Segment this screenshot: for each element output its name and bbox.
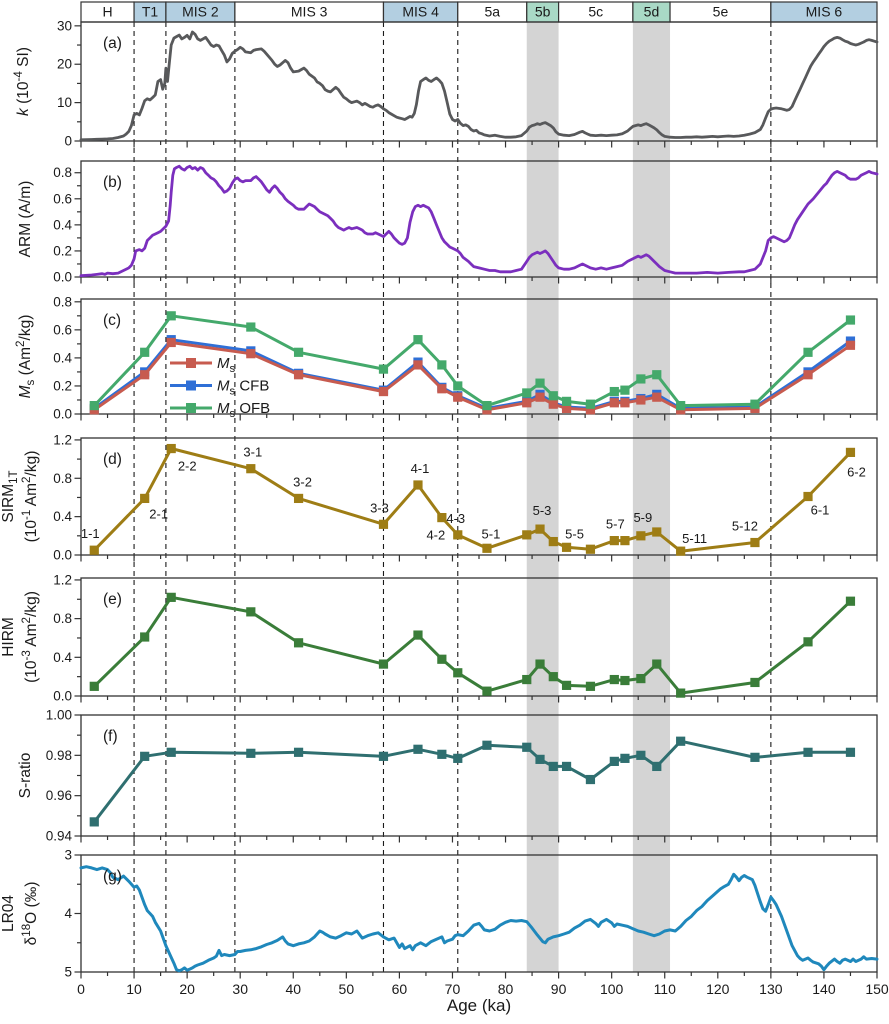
point-label-6-2: 6-2 [847, 464, 866, 480]
data-point-marker [676, 737, 685, 746]
x-tick-label: 40 [285, 981, 302, 997]
panel-b [17, 161, 877, 285]
y-tick-label: 30 [56, 18, 72, 34]
y-tick-label: 3 [64, 847, 72, 863]
point-label-3-2: 3-2 [293, 474, 312, 490]
data-point-marker [562, 543, 571, 552]
y-tick-label: 0.4 [53, 350, 72, 366]
data-point-marker [562, 681, 571, 690]
y-axis-title: ($10^{-1}$ Am$^2$/kg) [20, 450, 40, 543]
series-line-ms-ofb [94, 316, 850, 406]
stage-label: 5a [484, 3, 501, 20]
panel-letter-f: (f) [103, 728, 118, 745]
data-point-marker [413, 360, 422, 369]
panel-e [0, 572, 877, 703]
legend-item [170, 378, 269, 398]
data-point-marker [379, 752, 388, 761]
data-point-marker [620, 754, 629, 763]
y-axis-title: S-ratio [17, 752, 34, 799]
data-point-marker [379, 387, 388, 396]
data-point-marker [620, 398, 629, 407]
panel-frame [81, 715, 877, 836]
panel-frame [81, 299, 877, 414]
data-point-marker [549, 391, 558, 400]
data-point-marker [803, 348, 812, 357]
y-axis-title: ARM (A/m) [17, 180, 34, 258]
data-point-marker [652, 659, 661, 668]
data-point-marker [379, 365, 388, 374]
stage-band [527, 22, 559, 972]
data-point-marker [437, 384, 446, 393]
panel-g [0, 848, 889, 998]
data-point-marker [586, 545, 595, 554]
legend-item [170, 355, 236, 375]
data-point-marker [676, 688, 685, 697]
y-axis-title: k ($10^{-4}$ SI) [12, 47, 32, 116]
x-tick-label: 100 [599, 981, 624, 997]
data-point-marker [620, 536, 629, 545]
x-tick-label: 80 [497, 981, 514, 997]
data-point-marker [482, 544, 491, 553]
data-point-marker [636, 374, 645, 383]
stage-segment-MIS3 [235, 2, 384, 22]
stage-segment-5e [670, 2, 771, 22]
data-point-marker [846, 315, 855, 324]
legend-marker [186, 403, 196, 413]
data-point-marker [294, 494, 303, 503]
stage-label: MIS 3 [290, 3, 328, 20]
panel-letter-a: (a) [103, 35, 122, 52]
data-point-marker [437, 360, 446, 369]
x-tick-label: 140 [812, 981, 836, 997]
stage-segment-MIS6 [771, 2, 877, 22]
data-point-marker [549, 537, 558, 546]
data-point-marker [676, 547, 685, 556]
data-point-marker [167, 338, 176, 347]
stage-segment-5c [559, 2, 633, 22]
stage-label: 5b [534, 3, 551, 20]
y-tick-label: 0.4 [53, 509, 72, 525]
data-point-marker [453, 754, 462, 763]
data-point-marker [846, 448, 855, 457]
data-point-marker [482, 741, 491, 750]
data-point-marker [140, 752, 149, 761]
data-point-marker [167, 593, 176, 602]
data-point-marker [482, 687, 491, 696]
data-point-marker [803, 370, 812, 379]
y-tick-label: 0.6 [53, 191, 72, 207]
data-point-marker [522, 743, 531, 752]
stage-label: MIS 2 [182, 3, 219, 20]
x-axis-title: Age (ka) [446, 996, 512, 1015]
y-tick-label: 0.98 [45, 747, 72, 763]
data-point-marker [610, 398, 619, 407]
y-tick-label: 20 [56, 56, 72, 72]
point-label-4-2: 4-2 [426, 527, 446, 543]
panel-letter-d: (d) [103, 451, 122, 468]
panel-frame [81, 161, 877, 277]
data-point-marker [535, 659, 544, 668]
y-axis-title: LR04 [0, 894, 17, 933]
panel-c [14, 294, 877, 421]
panel-d [0, 432, 877, 562]
y-tick-label: 0 [64, 133, 72, 149]
data-point-marker [846, 341, 855, 350]
data-point-marker [246, 749, 255, 758]
data-point-marker [620, 386, 629, 395]
x-tick-label: 70 [444, 981, 461, 997]
data-point-marker [140, 494, 149, 503]
point-label-5-11: 5-11 [682, 531, 708, 547]
point-label-2-1: 2-1 [149, 506, 169, 522]
y-tick-label: 1.00 [45, 707, 72, 723]
data-point-marker [549, 672, 558, 681]
data-point-marker [90, 682, 99, 691]
data-point-marker [652, 393, 661, 402]
point-label-5-9: 5-9 [633, 509, 653, 525]
data-point-marker [586, 775, 595, 784]
data-point-marker [140, 370, 149, 379]
panel-f [17, 708, 877, 844]
data-point-marker [246, 322, 255, 331]
data-point-marker [636, 751, 645, 760]
data-point-marker [535, 379, 544, 388]
panel-letter-b: (b) [103, 174, 122, 191]
y-tick-label: 1.2 [53, 432, 72, 448]
data-point-marker [803, 492, 812, 501]
data-point-marker [167, 311, 176, 320]
data-point-marker [246, 349, 255, 358]
data-point-marker [636, 531, 645, 540]
data-point-marker [522, 388, 531, 397]
data-point-marker [437, 750, 446, 759]
x-tick-label: 20 [179, 981, 195, 997]
data-point-marker [535, 393, 544, 402]
x-tick-label: 0 [77, 981, 85, 997]
data-point-marker [549, 400, 558, 409]
data-point-marker [437, 655, 446, 664]
data-point-marker [676, 401, 685, 410]
stage-band [633, 22, 670, 972]
data-point-marker [453, 393, 462, 402]
legend-item [170, 400, 270, 420]
data-point-marker [586, 400, 595, 409]
y-tick-label: 0.4 [53, 217, 72, 233]
x-tick-label: 50 [338, 981, 355, 997]
data-point-marker [750, 678, 759, 687]
data-point-marker [846, 597, 855, 606]
data-point-marker [90, 817, 99, 826]
y-tick-label: 0.0 [53, 688, 72, 704]
series-line-arm [81, 166, 877, 276]
data-point-marker [549, 762, 558, 771]
data-point-marker [379, 659, 388, 668]
series-line-lr04 [81, 867, 877, 971]
data-point-marker [620, 676, 629, 685]
panel-a [12, 18, 877, 148]
point-label-5-5: 5-5 [565, 526, 584, 542]
point-label-2-2: 2-2 [177, 458, 197, 474]
data-point-marker [562, 397, 571, 406]
series-line-s-ratio [94, 741, 850, 822]
data-point-marker [535, 755, 544, 764]
data-point-marker [453, 668, 462, 677]
legend-label: $M_s$ CFB [217, 377, 270, 398]
stage-segment-MIS4 [383, 2, 457, 22]
stage-label: MIS 4 [402, 3, 439, 20]
panel-frame [81, 855, 877, 972]
panel-letter-e: (e) [103, 591, 122, 608]
data-point-marker [652, 762, 661, 771]
data-point-marker [246, 607, 255, 616]
data-point-marker [140, 348, 149, 357]
stage-label: T1 [141, 3, 159, 20]
data-point-marker [610, 387, 619, 396]
stage-label: H [102, 3, 113, 20]
data-point-marker [586, 682, 595, 691]
stage-label: 5d [643, 3, 660, 20]
x-tick-label: 110 [653, 981, 676, 997]
stage-segment-5d [633, 2, 670, 22]
series-line-sirm1t [94, 449, 850, 552]
y-tick-label: 0.6 [53, 322, 72, 338]
data-point-marker [522, 398, 531, 407]
data-point-marker [522, 530, 531, 539]
y-tick-label: 4 [64, 906, 72, 921]
stage-segment-5b [527, 2, 559, 22]
x-tick-label: 130 [759, 981, 783, 997]
data-point-marker [246, 464, 255, 473]
point-label-1-1: 1-1 [80, 526, 100, 542]
data-point-marker [437, 513, 446, 522]
data-point-marker [413, 630, 422, 639]
data-point-marker [379, 520, 388, 529]
x-tick-label: 90 [550, 981, 567, 997]
y-tick-label: 0.96 [45, 788, 72, 804]
y-tick-label: 0.2 [53, 378, 72, 394]
series-line-ms [94, 343, 850, 410]
y-tick-label: 0.94 [45, 828, 72, 844]
data-point-marker [652, 527, 661, 536]
y-tick-label: 0.0 [53, 547, 72, 563]
y-tick-label: 0.4 [53, 649, 72, 665]
stage-label: 5c [588, 3, 604, 20]
data-point-marker [610, 536, 619, 545]
data-point-marker [535, 525, 544, 534]
x-tick-label: 60 [391, 981, 408, 997]
point-label-5-3: 5-3 [532, 503, 552, 519]
point-label-5-1: 5-1 [481, 526, 501, 542]
point-label-3-1: 3-1 [243, 444, 263, 460]
data-point-marker [636, 395, 645, 404]
stage-segment-T1 [134, 2, 166, 22]
data-point-marker [294, 638, 303, 647]
data-point-marker [636, 674, 645, 683]
data-point-marker [453, 530, 462, 539]
y-tick-label: 1.2 [53, 572, 72, 588]
y-axis-title: HIRM [0, 617, 17, 657]
y-tick-label: 0.8 [53, 165, 72, 181]
point-label-6-1: 6-1 [810, 502, 830, 518]
data-point-marker [750, 538, 759, 547]
y-tick-label: 0.2 [53, 243, 72, 259]
legend-marker [186, 381, 196, 391]
y-axis-title: ($10^{-3}$ Am$^2$/kg) [20, 591, 40, 683]
point-label-4-1: 4-1 [410, 460, 430, 476]
panel-letter-c: (c) [103, 312, 122, 329]
y-tick-label: 0.0 [53, 406, 72, 422]
y-tick-label: 0.0 [53, 269, 72, 285]
y-tick-label: 10 [56, 95, 72, 111]
y-tick-label: 0.8 [53, 470, 72, 486]
x-tick-label: 120 [706, 981, 730, 997]
data-point-marker [750, 400, 759, 409]
point-label-4-3: 4-3 [446, 510, 466, 526]
data-point-marker [167, 444, 176, 453]
data-point-marker [846, 748, 855, 757]
data-point-marker [453, 381, 462, 390]
data-point-marker [522, 675, 531, 684]
y-tick-label: 0.8 [53, 294, 72, 310]
data-point-marker [294, 348, 303, 357]
data-point-marker [652, 370, 661, 379]
y-axis-title: $M_s$ (Am$^2$/kg) [14, 314, 37, 399]
data-point-marker [90, 401, 99, 410]
x-tick-label: 10 [126, 981, 142, 997]
data-point-marker [167, 748, 176, 757]
y-tick-label: 0.8 [53, 611, 72, 627]
data-point-marker [413, 480, 422, 489]
stage-segment-MIS2 [166, 2, 235, 22]
data-point-marker [750, 753, 759, 762]
stage-label: MIS 6 [805, 3, 843, 20]
panel-letter-g: (g) [103, 868, 122, 885]
legend-label: $M_s$ [217, 355, 236, 375]
point-label-5-12: 5-12 [731, 518, 758, 534]
stage-segment-H [81, 2, 134, 22]
point-label-5-7: 5-7 [605, 516, 625, 532]
series-line-k [81, 32, 877, 140]
series-line-hirm [94, 597, 850, 693]
x-tick-label: 150 [865, 981, 889, 997]
data-point-marker [610, 757, 619, 766]
y-axis-title: $\delta^{18}O$ (‰) [20, 881, 40, 946]
data-point-marker [140, 632, 149, 641]
y-tick-label: 5 [64, 964, 72, 980]
data-point-marker [294, 748, 303, 757]
data-point-marker [562, 762, 571, 771]
stage-segment-5a [458, 2, 527, 22]
series-line-ms-cfb [94, 340, 850, 409]
x-tick-label: 30 [232, 981, 248, 997]
data-point-marker [413, 745, 422, 754]
stage-label: 5e [712, 3, 729, 20]
data-point-marker [413, 335, 422, 344]
data-point-marker [90, 546, 99, 555]
data-point-marker [482, 401, 491, 410]
legend-marker [186, 358, 196, 368]
data-point-marker [294, 370, 303, 379]
data-point-marker [803, 637, 812, 646]
y-axis-title: $SIRM_{1T}$ [0, 470, 20, 523]
data-point-marker [610, 675, 619, 684]
point-label-3-3: 3-3 [370, 500, 389, 516]
data-point-marker [803, 748, 812, 757]
legend-label: $M_s$ OFB [217, 400, 271, 420]
